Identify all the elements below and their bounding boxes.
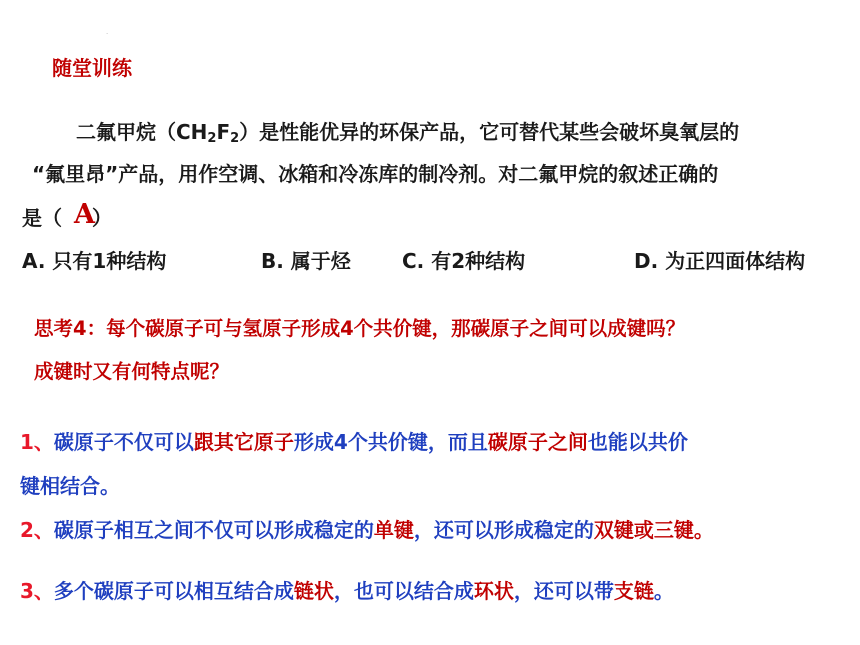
option-c: C. 有2种结构 — [402, 249, 526, 273]
point-2-number: 2、 — [20, 518, 54, 542]
point-1-line-1 — [20, 426, 688, 455]
formula-fluorine: F — [216, 120, 231, 144]
point-1-text-b: 形成4个共价键，而且 — [293, 430, 488, 454]
point-2-highlight-b: 双键或三键 — [593, 518, 694, 542]
point-1-highlight-b: 碳原子之间 — [487, 430, 588, 454]
point-1-line-2: 键相结合。 — [20, 474, 120, 498]
formula-subscript-h: 2 — [207, 131, 217, 146]
point-2-end: 。 — [693, 518, 714, 542]
point-1-highlight-a: 跟其它原子 — [193, 430, 294, 454]
question-line-3-post: ） — [92, 206, 112, 230]
think-question-line-1: 思考4：每个碳原子可与氢原子形成4个共价键，那碳原子之间可以成键吗？ — [34, 317, 686, 340]
option-b: B. 属于烃 — [261, 249, 351, 273]
corner-mark: · — [106, 30, 109, 38]
point-2-text-b: ，还可以形成稳定的 — [413, 518, 594, 542]
point-3-highlight-b: 环状 — [473, 579, 514, 603]
point-1-text-c: 也能以共价 — [587, 430, 688, 454]
point-2-text-a: 碳原子相互之间不仅可以形成稳定的 — [53, 518, 374, 542]
point-3-number: 3、 — [20, 579, 54, 603]
point-3 — [20, 575, 674, 604]
point-1-number: 1、 — [20, 430, 54, 454]
point-2-highlight-a: 单键 — [373, 518, 414, 542]
question-line-3 — [22, 202, 112, 231]
point-3-highlight-a: 链状 — [293, 579, 334, 603]
question-line-3-pre: 是（ — [22, 206, 62, 230]
question-line-2: “氟里昂”产品，用作空调、冰箱和冷冻库的制冷剂。对二氟甲烷的叙述正确的 — [32, 162, 719, 186]
formula-subscript-f: 2 — [230, 131, 240, 146]
point-2 — [20, 514, 714, 543]
question-line-1-post: ）是性能优异的环保产品，它可替代某些会破坏臭氧层的 — [239, 120, 740, 144]
point-3-end: 。 — [653, 579, 674, 603]
answer-mark: A — [74, 199, 95, 230]
point-3-text-a: 多个碳原子可以相互结合成 — [53, 579, 294, 603]
section-title: 随堂训练 — [52, 56, 132, 80]
question-line-1 — [76, 116, 739, 145]
point-1-text-a: 碳原子不仅可以 — [53, 430, 194, 454]
option-d: D. 为正四面体结构 — [634, 249, 806, 273]
option-a: A. 只有1种结构 — [22, 249, 167, 273]
point-3-text-c: ，还可以带 — [513, 579, 614, 603]
think-question-line-2: 成键时又有何特点呢？ — [34, 360, 230, 383]
point-3-text-b: ，也可以结合成 — [333, 579, 474, 603]
point-3-highlight-c: 支链 — [613, 579, 654, 603]
question-line-1-pre: 二氟甲烷（CH — [76, 120, 208, 144]
